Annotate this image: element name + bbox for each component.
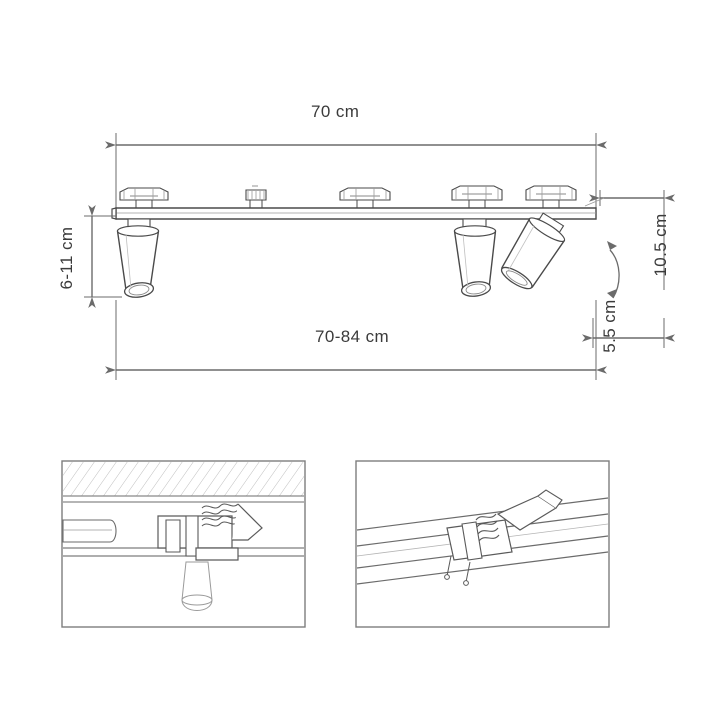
ceiling-clip-3: [452, 186, 502, 208]
ceiling-clip-1: [120, 188, 168, 208]
spring-clip-connector: [246, 186, 266, 208]
detail-panel-track-clamp: [356, 461, 609, 627]
track-bar: [112, 208, 596, 219]
label-left-height: 6-11 cm: [57, 226, 76, 290]
detail-panel-ceiling-mount: [62, 461, 305, 627]
label-right-depth: 10.5 cm: [651, 213, 670, 277]
spotlight-3-rotated: [496, 209, 571, 294]
ceiling-clip-2: [340, 188, 390, 208]
height-dimension-line: [84, 216, 122, 297]
ceiling-clip-4: [526, 186, 576, 208]
label-bottom-width: 70-84 cm: [315, 327, 390, 346]
label-top-width: 70 cm: [311, 102, 360, 121]
spotlight-2: [455, 219, 496, 298]
label-right-width: 5.5 cm: [600, 299, 619, 353]
spotlight-1: [118, 219, 159, 299]
